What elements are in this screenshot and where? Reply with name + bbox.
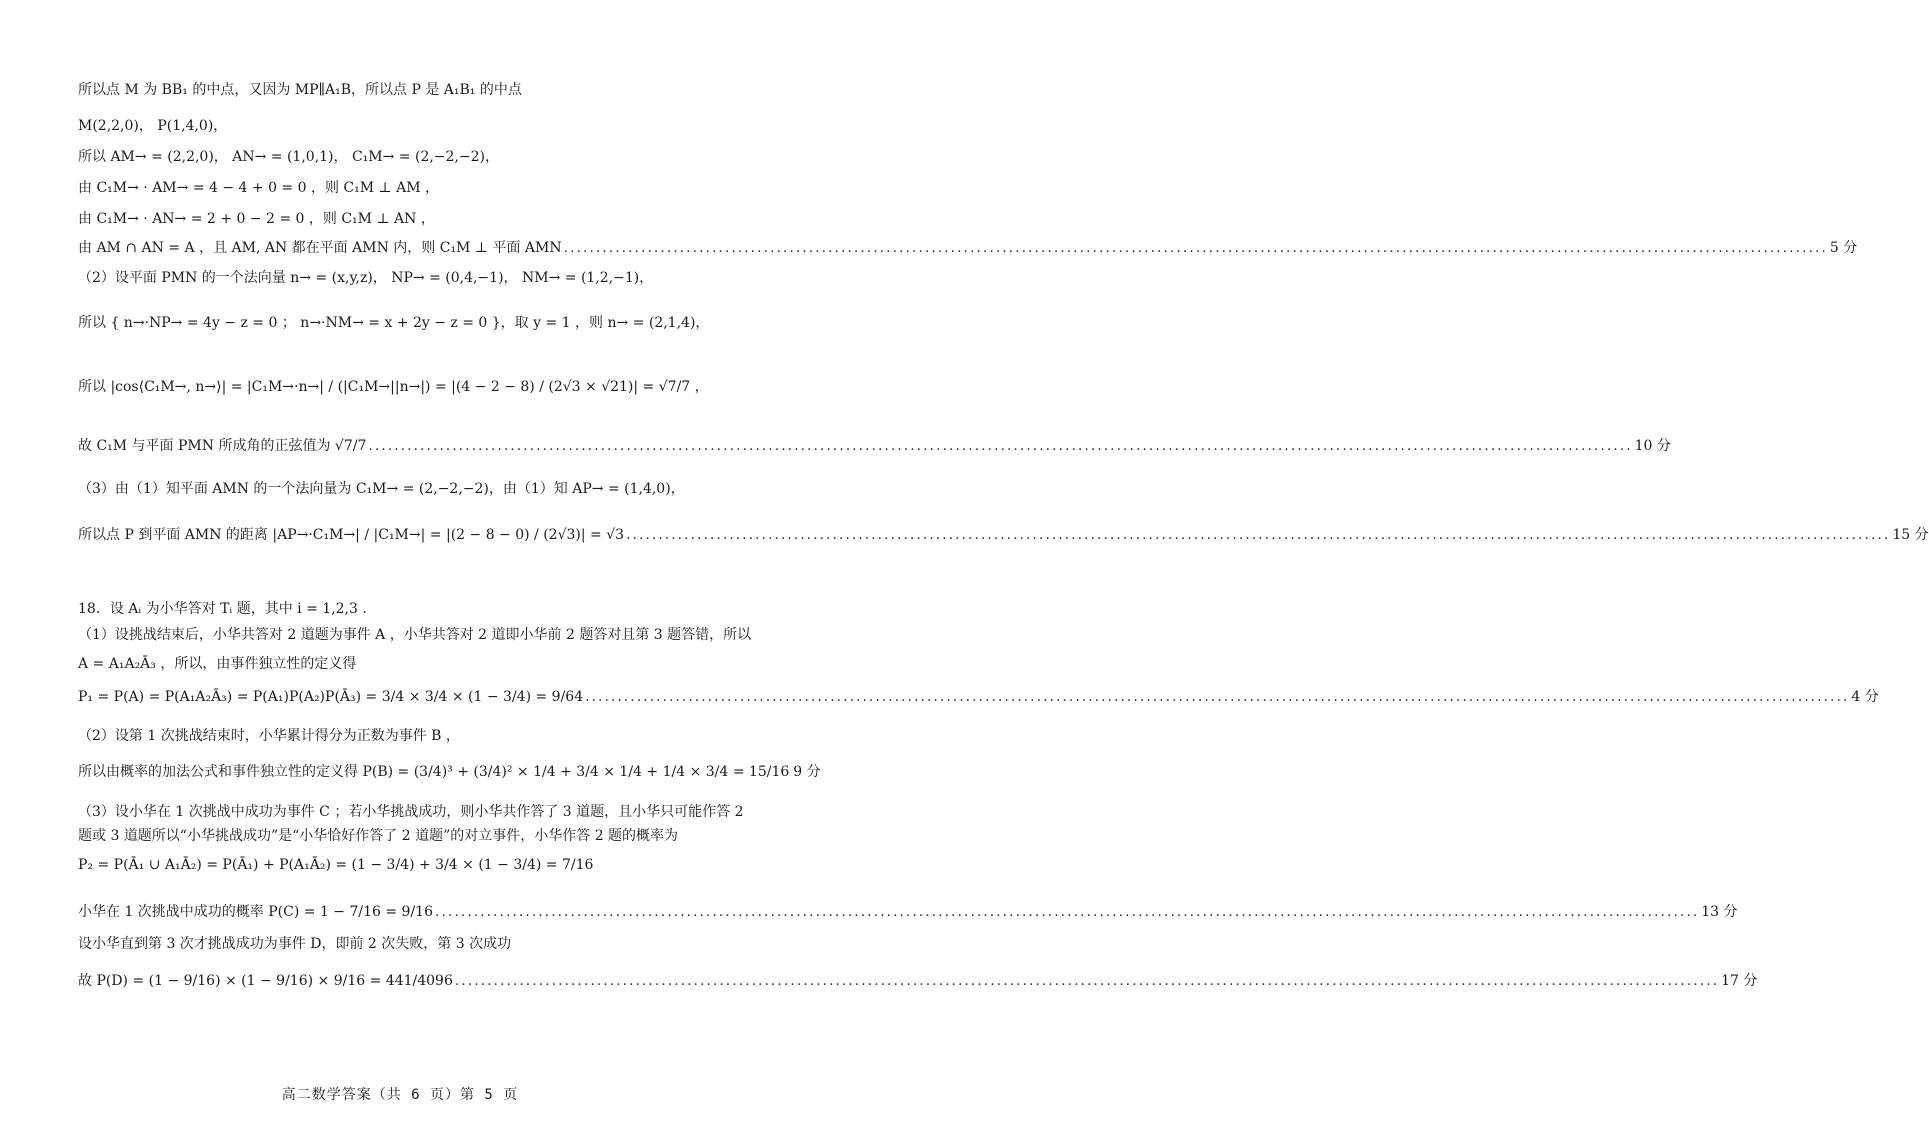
line-0: 所以点 M 为 BB₁ 的中点，又因为 MP∥A₁B，所以点 P 是 A₁B₁ 的中点 xyxy=(78,82,522,98)
line-6: （2）设平面 PMN 的一个法向量 n→ = (x,y,z)， NP→ = (0,4,−1)， NM→ = (1,2,−1)， xyxy=(78,270,654,286)
score-mark: 15 分 xyxy=(1892,527,1929,543)
score-mark: 17 分 xyxy=(1721,973,1758,989)
line-9: 故 C₁M 与平面 PMN 所成角的正弦值为 √7/7 ..... 10 分 xyxy=(78,437,728,455)
leader-dots xyxy=(435,903,1699,921)
line-10: （3）由（1）知平面 AMN 的一个法向量为 C₁M→ = (2,−2,−2)，由（1）知 AP→ = (1,4,0)， xyxy=(78,481,685,497)
line-11: 所以点 P 到平面 AMN 的距离 |AP→·C₁M→| / |C₁M→| = |(2 − 8 − 0) / (2√3)| = √3 ..... 15 分 xyxy=(78,526,728,544)
leader-dots xyxy=(626,526,1890,544)
line-14: A = A₁A₂Ā₃ ，所以，由事件独立性的定义得 xyxy=(78,656,357,672)
leader-dots xyxy=(455,972,1719,990)
line-22: 设小华直到第 3 次才挑战成功为事件 D，即前 2 次失败，第 3 次成功 xyxy=(78,936,512,952)
line-3: 由 C₁M→ · AM→ = 4 − 4 + 0 = 0 ，则 C₁M ⊥ AM ， xyxy=(78,180,440,196)
line-2: 所以 AM→ = (2,2,0)， AN→ = (1,0,1)， C₁M→ = (2,−2,−2)， xyxy=(78,149,499,165)
line-1: M(2,2,0)， P(1,4,0)， xyxy=(78,118,228,134)
line-12: 18．设 Aᵢ 为小华答对 Tᵢ 题，其中 i = 1,2,3 . xyxy=(78,601,367,617)
line-16: （2）设第 1 次挑战结束时，小华累计得分为正数为事件 B ， xyxy=(78,728,460,744)
line-20: P₂ = P(Ā₁ ∪ A₁Ā₂) = P(Ā₁) + P(A₁Ā₂) = (1 − 3/4) + 3/4 × (1 − 3/4) = 7/16 xyxy=(78,857,594,873)
line-21: 小华在 1 次挑战中成功的概率 P(C) = 1 − 7/16 = 9/16 ..... 13 分 xyxy=(78,903,728,921)
line-8: 所以 |cos⟨C₁M→, n→⟩| = |C₁M→·n→| / (|C₁M→||n→|) = |(4 − 2 − 8) / (2√3 × √21)| = √7/7 ， xyxy=(78,379,709,395)
leader-dots xyxy=(585,688,1849,706)
leader-dots xyxy=(564,239,1828,257)
line-13: （1）设挑战结束后，小华共答对 2 道题为事件 A ，小华共答对 2 道即小华前 2 题答对且第 3 题答错，所以 xyxy=(78,627,752,643)
score-mark: 13 分 xyxy=(1701,904,1738,920)
leader-dots xyxy=(368,437,1632,455)
line-15: P₁ = P(A) = P(A₁A₂Ā₃) = P(A₁)P(A₂)P(Ā₃) = 3/4 × 3/4 × (1 − 3/4) = 9/64 ..... 4 分 xyxy=(78,688,728,706)
line-5: 由 AM ∩ AN = A ，且 AM, AN 都在平面 AMN 内，则 C₁M ⊥ 平面 AMN ..... 5 分 xyxy=(78,239,728,257)
page-footer: 高二数学答案（共 6 页）第 5 页 xyxy=(281,1087,519,1103)
score-mark: 5 分 xyxy=(1829,240,1858,256)
score-mark: 10 分 xyxy=(1634,438,1671,454)
line-7: 所以 { n→·NP→ = 4y − z = 0 ； n→·NM→ = x + 2y − z = 0 }，取 y = 1 ，则 n→ = (2,1,4)， xyxy=(78,315,710,331)
line-17: 所以由概率的加法公式和事件独立性的定义得 P(B) = (3/4)³ + (3/4)² × 1/4 + 3/4 × 1/4 + 1/4 × 3/4 = 15/16 9 分 xyxy=(78,764,821,780)
score-mark: 4 分 xyxy=(1851,689,1879,705)
line-4: 由 C₁M→ · AN→ = 2 + 0 − 2 = 0 ，则 C₁M ⊥ AN ， xyxy=(78,211,435,227)
line-19: 题或 3 道题所以“小华挑战成功”是“小华恰好作答了 2 道题”的对立事件，小华作答 2 题的概率为 xyxy=(78,828,679,844)
score-mark: 9 分 xyxy=(793,764,821,780)
line-23: 故 P(D) = (1 − 9/16) × (1 − 9/16) × 9/16 = 441/4096 ..... 17 分 xyxy=(78,972,728,990)
line-18: （3）设小华在 1 次挑战中成功为事件 C ；若小华挑战成功，则小华共作答了 3 道题，且小华只可能作答 2 xyxy=(78,804,744,820)
